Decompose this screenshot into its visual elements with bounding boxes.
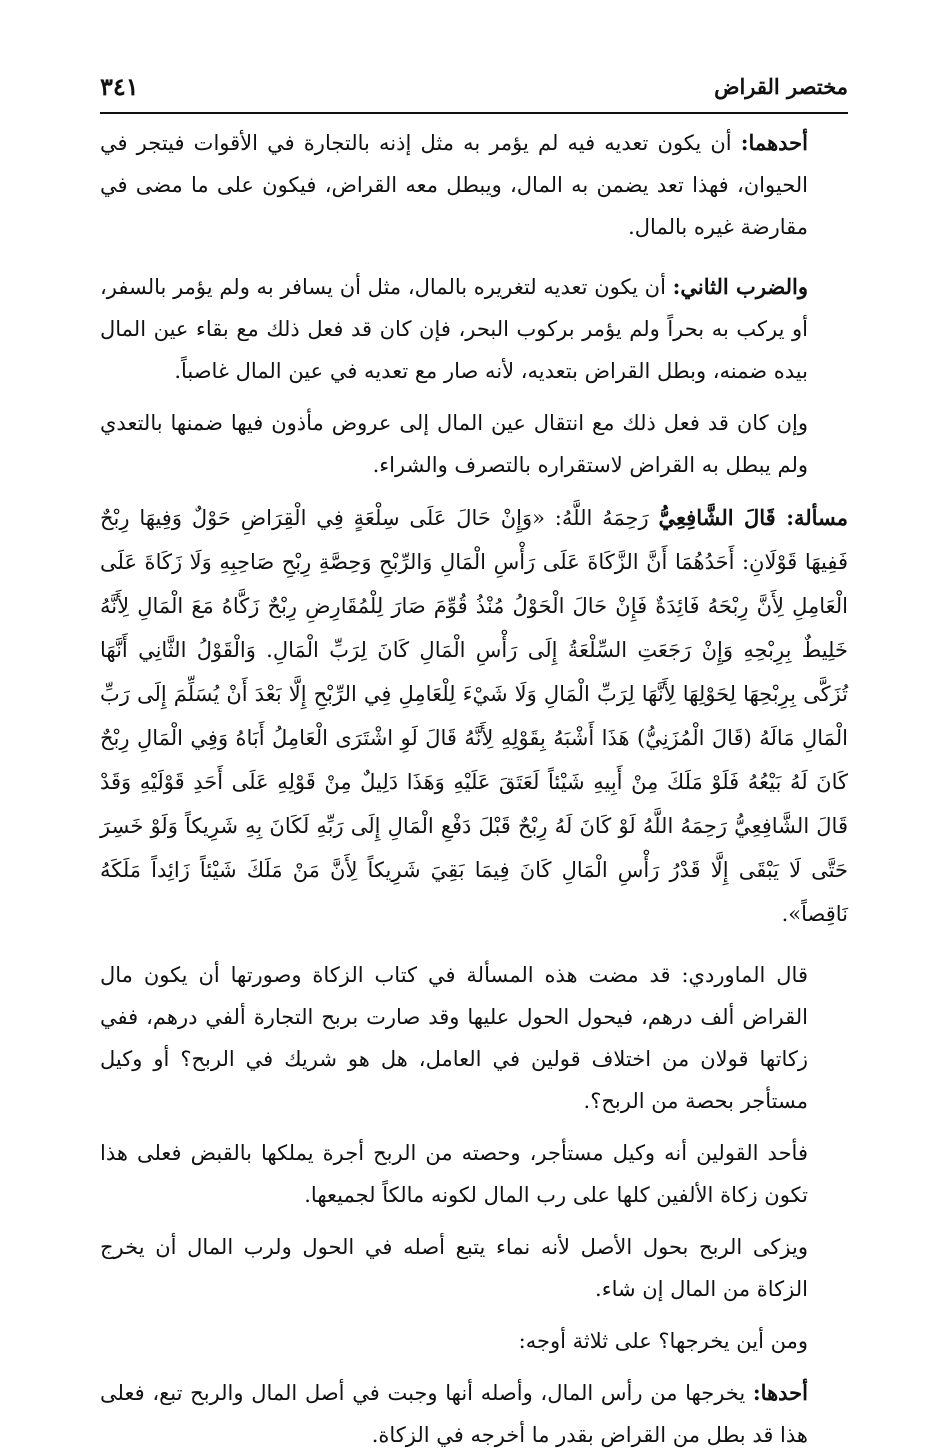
paragraph-lead: أحدهما:: [740, 130, 808, 155]
paragraph: [100, 954, 848, 1122]
paragraph-lead: والضرب الثاني:: [672, 274, 809, 299]
paragraph-text: أن يكون تعديه لتغريره بالمال، مثل أن يسافر به ولم يؤمر بالسفر، أو يركب به بحراً ولم يؤمر بركوب البحر، فإن كان قد فعل ذلك مع بقاء عين المال بيده ضمنه، وبطل القراض بتعديه، لأنه صار مع تعديه في عين المال غاصباً.: [100, 275, 808, 383]
paragraph: [100, 266, 848, 392]
page-body: [100, 122, 848, 1456]
running-header: [100, 72, 848, 114]
paragraph-text: أن يكون تعديه فيه لم يؤمر به مثل إذنه بالتجارة في الأقوات فيتجر في الحيوان، فهذا تعد يضمن به المال، ويبطل معه القراض، فيكون على ما مضى في مقارضة غيره بالمال.: [100, 131, 808, 239]
paragraph-text: قال الماوردي: قد مضت هذه المسألة في كتاب الزكاة وصورتها أن يكون مال القراض ألف درهم، فيحول الحول عليها وقد صارت بربح التجارة ألفي درهم، ففي زكاتها قولان من اختلاف قولين في العامل، هل هو شريك في الربح؟ أو وكيل مستأجر بحصة من الربح؟.: [100, 963, 808, 1113]
paragraph-text: يخرجها من رأس المال، وأصله أنها وجبت في أصل المال والربح تبع، فعلى هذا قد بطل من القراض بقدر ما أخرجه في الزكاة.: [100, 1381, 808, 1447]
paragraph-lead: مسألة: قَالَ الشَّافِعِيُّ: [658, 505, 848, 530]
paragraph: [100, 1320, 848, 1362]
paragraph: [100, 1226, 848, 1310]
paragraph-text: ويزكى الربح بحول الأصل لأنه نماء يتبع أصله في الحول ولرب المال أن يخرج الزكاة من المال إن شاء.: [100, 1235, 808, 1301]
paragraph: [100, 402, 848, 486]
paragraph-text: رَحِمَهُ اللَّهُ: «وَإِنْ حَالَ عَلَى سِلْعَةٍ فِي الْقِرَاضِ حَوْلٌ وَفِيهَا رِبْحٌ فَفِيهَا قَوْلَانِ: أَحَدُهُمَا أَنَّ الزَّكَاةَ عَلَى رَأْسِ الْمَالِ وَالرِّبْحِ وَحِصَّةِ رِبْحِ صَاحِبِهِ وَلَا زَكَاةَ عَلَى الْعَامِلِ لِأَنَّ رِبْحَهُ فَائِدَةٌ فَإِنْ حَالَ الْحَوْلُ مُنْذُ قُوِّمَ صَارَ لِلْمُقَارِضِ رِبْحٌ زَكَّاهُ مَعَ الْمَالِ لِأَنَّهُ خَلِيطٌ بِرِبْحِهِ وَإِنْ رَجَعَتِ السِّلْعَةُ إِلَى رَأْسِ الْمَالِ كَانَ لِرَبِّ الْمَالِ. وَالْقَوْلُ الثَّانِي أَنَّهَا تُزَكَّى بِرِبْحِهَا لِحَوْلِهَا لِأَنَّهَا لِرَبِّ الْمَالِ وَلَا شَيْءَ لِلْعَامِلِ فِي الرِّبْحِ إِلَّا بَعْدَ أَنْ يُسَلِّمَ إِلَى رَبِّ الْمَالِ مَالَهُ (قَالَ الْمُزَنِيُّ) هَذَا أَشْبَهُ بِقَوْلِهِ لِأَنَّهُ قَالَ لَوِ اشْتَرَى الْعَامِلُ أَبَاهُ وَفِي الْمَالِ رِبْحٌ كَانَ لَهُ بَيْعُهُ فَلَوْ مَلَكَ مِنْ أَبِيهِ شَيْئاً لَعَتَقَ عَلَيْهِ وَهَذَا دَلِيلٌ مِنْ قَوْلِهِ عَلَى أَحَدِ قَوْلَيْهِ وَقَدْ قَالَ الشَّافِعِيُّ رَحِمَهُ اللَّهُ لَوْ كَانَ لَهُ رِبْحٌ قَبْلَ دَفْعِ الْمَالِ إِلَى رَبِّهِ لَكَانَ بِهِ شَرِيكاً وَلَوْ خَسِرَ حَتَّى لَا يَبْقَى إِلَّا قَدْرُ رَأْسِ الْمَالِ كَانَ فِيمَا بَقِيَ شَرِيكاً لِأَنَّ مَنْ مَلَكَ شَيْئاً زَائِداً مَلَكَهُ نَاقِصاً».: [100, 506, 849, 926]
paragraph-lead: أحدها:: [752, 1380, 808, 1405]
paragraph-text: وإن كان قد فعل ذلك مع انتقال عين المال إلى عروض مأذون فيها ضمنها بالتعدي ولم يبطل به القراض لاستقراره بالتصرف والشراء.: [100, 411, 808, 477]
header-title: مختصر القراض: [704, 74, 848, 99]
paragraph: [100, 122, 848, 248]
page-number: ٣٤١: [100, 72, 149, 101]
paragraph: [100, 1132, 848, 1216]
paragraph-text: فأحد القولين أنه وكيل مستأجر، وحصته من الربح أجرة يملكها بالقبض فعلى هذا تكون زكاة الألفين كلها على رب المال لكونه مالكاً لجميعها.: [100, 1141, 808, 1207]
paragraph-masala: [100, 496, 848, 936]
paragraph-text: ومن أين يخرجها؟ على ثلاثة أوجه:: [518, 1329, 808, 1353]
paragraph: [100, 1372, 848, 1456]
